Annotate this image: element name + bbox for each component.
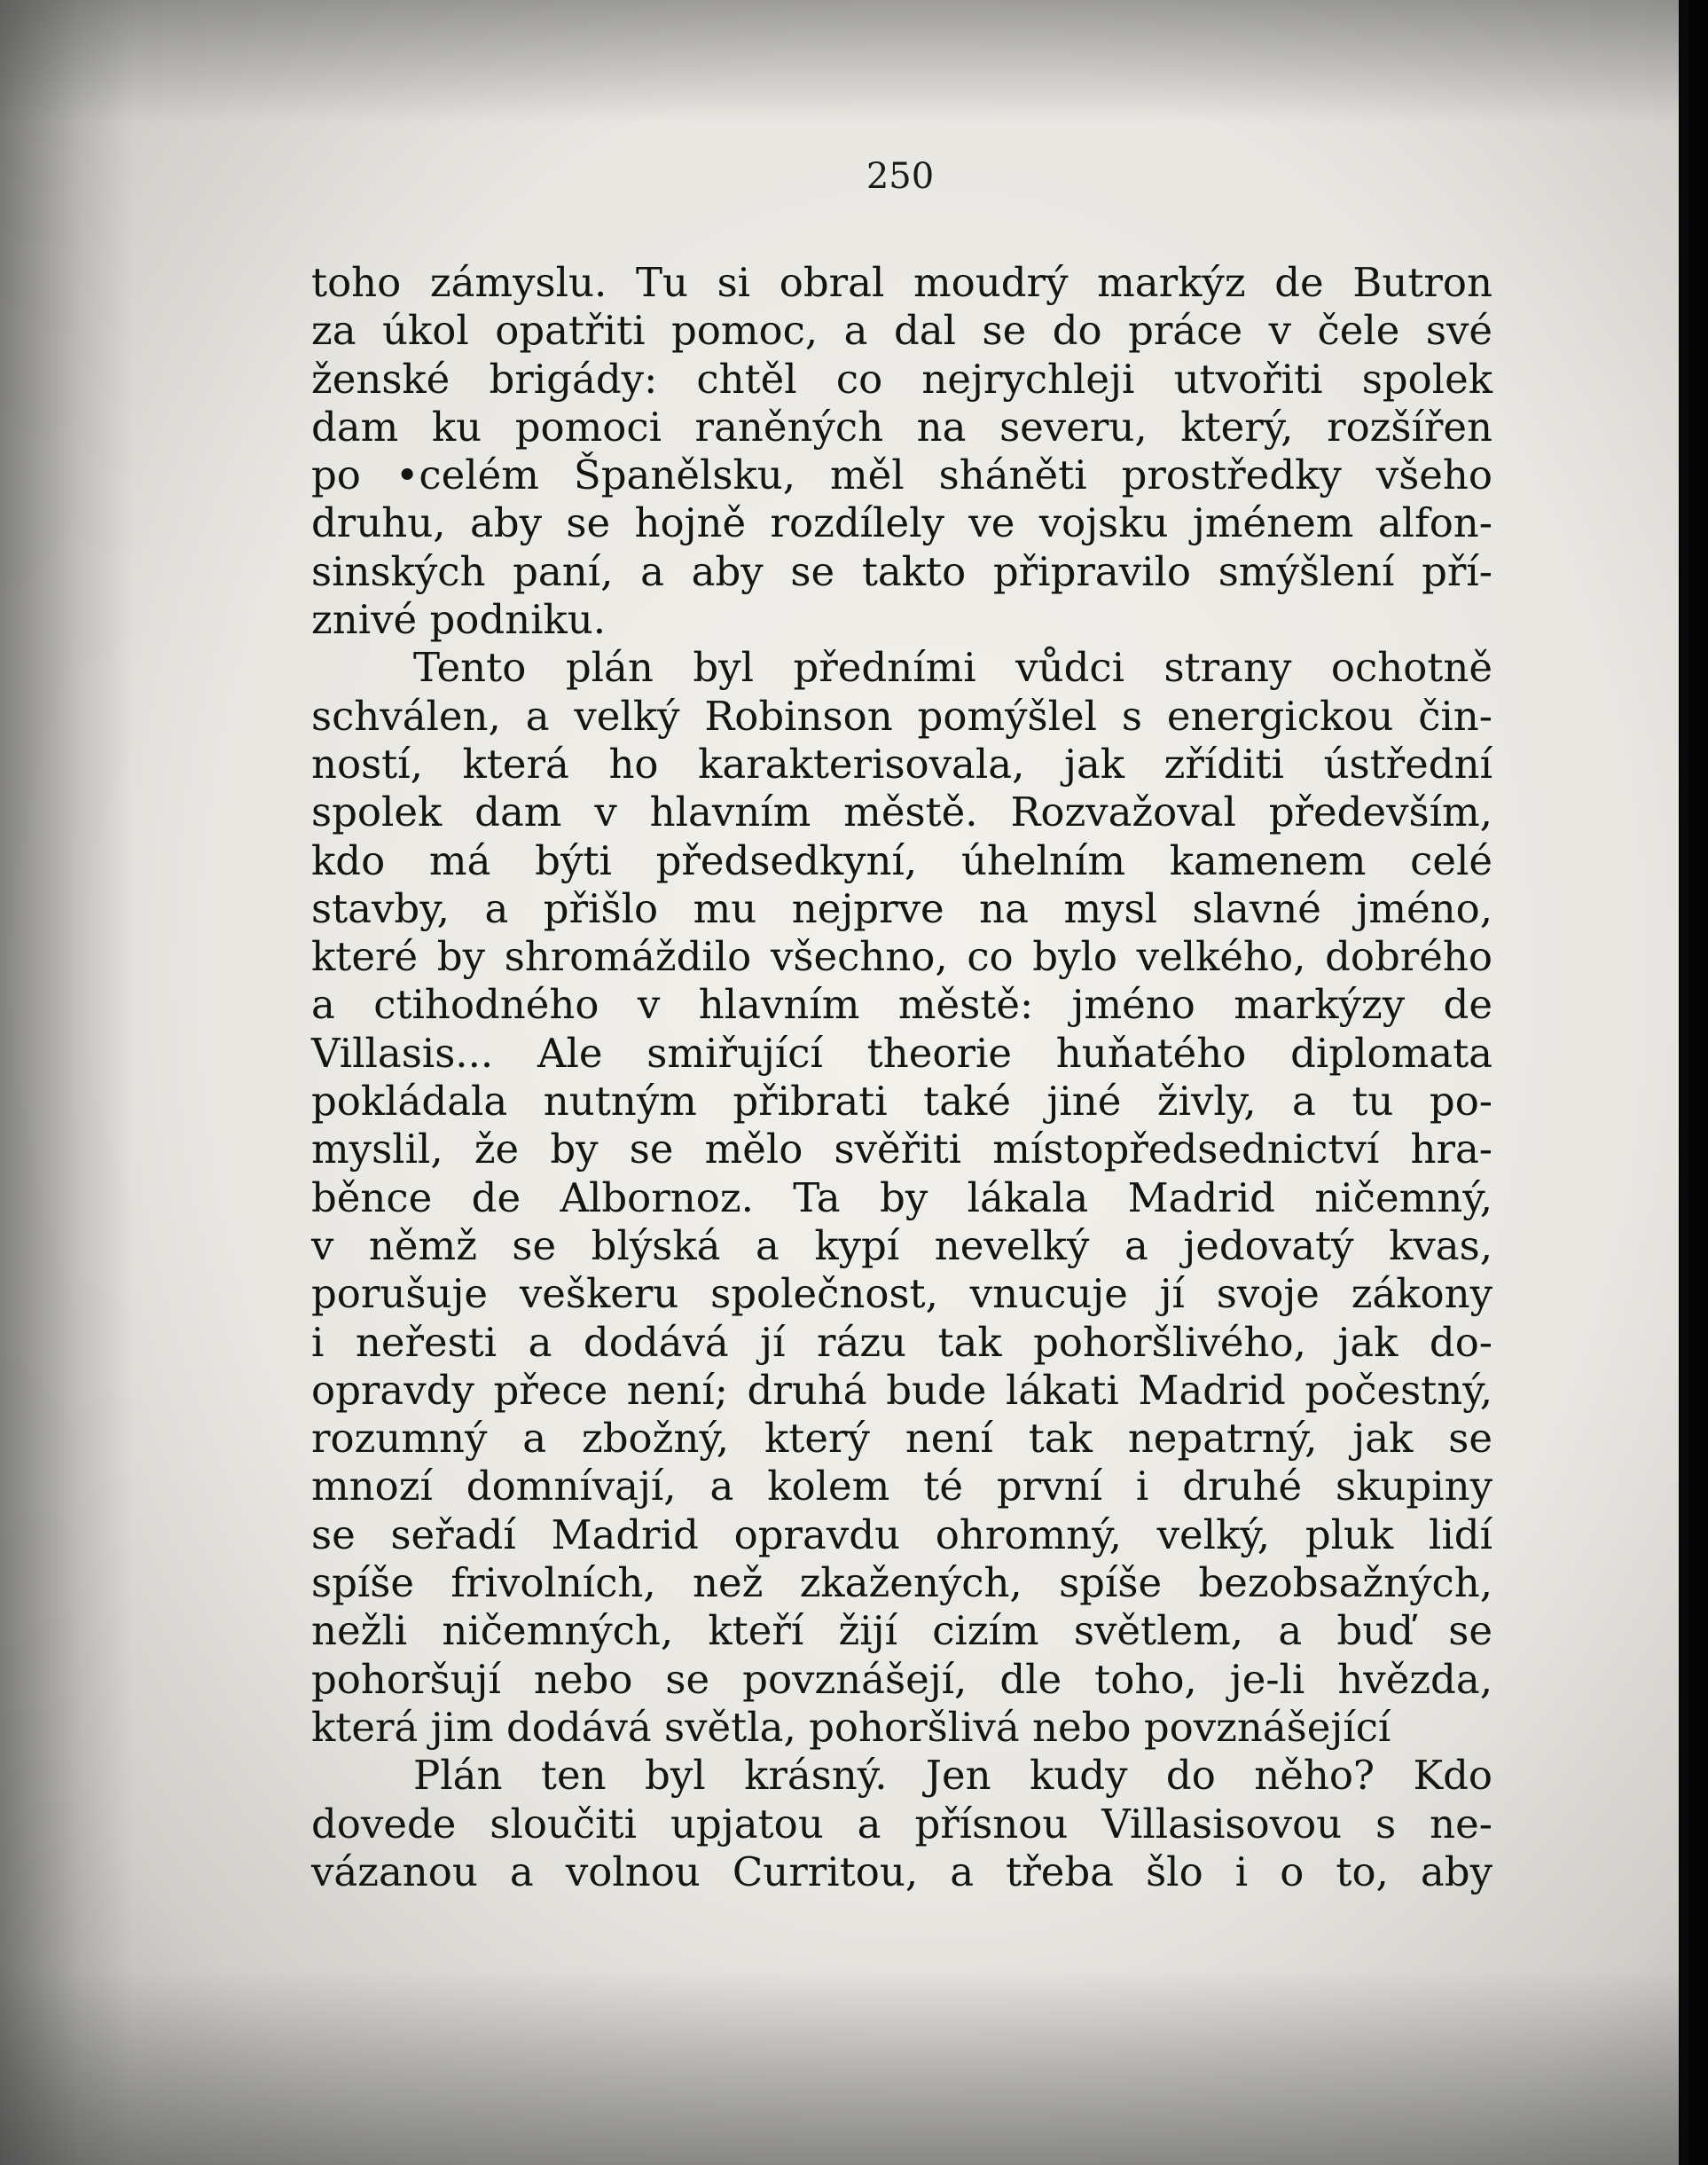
- text-line: Plán ten byl krásný. Jen kudy do něho? Kdo: [413, 1752, 1493, 1800]
- body-text: [311, 259, 1493, 1896]
- text-line: které by shromáždilo všechno, co bylo velkého, dobrého: [311, 933, 1493, 981]
- text-line: se seřadí Madrid opravdu ohromný, velký, pluk lidí: [311, 1510, 1493, 1558]
- text-line: spíše frivolních, než zkažených, spíše bezobsažných,: [311, 1559, 1493, 1607]
- text-line: druhu, aby se hojně rozdílely ve vojsku jménem alfon-: [311, 499, 1493, 547]
- text-line: mnozí domnívají, a kolem té první i druhé skupiny: [311, 1463, 1493, 1510]
- shadow-left-edge: [0, 0, 133, 2165]
- text-line: schválen, a velký Robinson pomýšlel s energickou čin-: [311, 692, 1493, 740]
- text-line: nežli ničemných, kteří žijí cizím světlem, a buď se: [311, 1607, 1493, 1655]
- text-line: znivé podniku.: [311, 596, 607, 644]
- text-line: sinských paní, a aby se takto připravilo smýšlení pří-: [311, 547, 1493, 595]
- text-line: opravdy přece není; druhá bude lákati Madrid počestný,: [311, 1366, 1493, 1414]
- binding-edge: [1681, 0, 1688, 2165]
- text-line: kdo má býti předsedkyní, úhelním kamenem celé: [311, 836, 1493, 884]
- text-line: dovede sloučiti upjatou a přísnou Villasisovou s ne-: [311, 1800, 1493, 1847]
- text-line: porušuje veškeru společnost, vnucuje jí svoje zákony: [311, 1270, 1493, 1318]
- text-line: pokládala nutným přibrati také jiné živly, a tu po-: [311, 1078, 1493, 1126]
- text-line: vázanou a volnou Curritou, a třeba šlo i o to, aby: [311, 1847, 1493, 1895]
- text-line: ženské brigády: chtěl co nejrychleji utvořiti spolek: [311, 355, 1493, 403]
- text-line: rozumný a zbožný, který není tak nepatrný, jak se: [311, 1415, 1493, 1463]
- shadow-bottom-edge: [0, 1970, 1679, 2165]
- shadow-top-edge: [0, 0, 1679, 124]
- text-line: Tento plán byl předními vůdci strany ochotně: [413, 644, 1493, 692]
- text-line: myslil, že by se mělo svěřiti místopředsednictví hra-: [311, 1126, 1493, 1173]
- text-line: Villasis... Ale smiřující theorie huňatého diplomata: [311, 1029, 1493, 1077]
- text-line: toho zámyslu. Tu si obral moudrý markýz de Butron: [311, 259, 1493, 306]
- text-line: za úkol opatřiti pomoc, a dal se do práce v čele své: [311, 307, 1493, 355]
- page-number: 250: [866, 156, 935, 197]
- text-line: a ctihodného v hlavním městě: jméno markýzy de: [311, 981, 1493, 1029]
- text-line: po •celém Španělsku, měl sháněti prostředky všeho: [311, 451, 1493, 499]
- text-line: stavby, a přišlo mu nejprve na mysl slavné jméno,: [311, 884, 1493, 932]
- text-line: v němž se blýská a kypí nevelký a jedovatý kvas,: [311, 1221, 1493, 1269]
- text-line: spolek dam v hlavním městě. Rozvažoval především,: [311, 788, 1493, 836]
- text-line: i neřesti a dodává jí rázu tak pohoršlivého, jak do-: [311, 1318, 1493, 1366]
- text-line: ností, která ho karakterisovala, jak zříditi ústřední: [311, 740, 1493, 788]
- text-line: pohoršují nebo se povznášejí, dle toho, je-li hvězda,: [311, 1655, 1493, 1703]
- text-line: která jim dodává světla, pohoršlivá nebo povznášející: [311, 1703, 1391, 1751]
- text-line: dam ku pomoci raněných na severu, který, rozšířen: [311, 403, 1493, 451]
- text-line: běnce de Albornoz. Ta by lákala Madrid ničemný,: [311, 1173, 1493, 1221]
